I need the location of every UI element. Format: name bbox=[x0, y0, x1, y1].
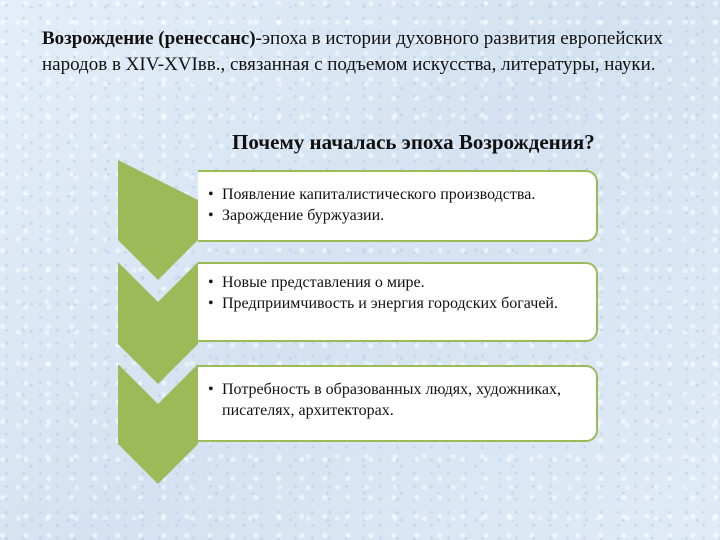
list-item bbox=[208, 205, 588, 226]
list-item bbox=[208, 272, 588, 293]
list-item-text: Новые представления о мире. bbox=[222, 274, 425, 291]
bullet-glyph: • bbox=[208, 186, 214, 203]
intro-text: -эпоха в истории духовного развития европейских народов в XIV-XVIвв., связанная с подъемом искусства, литературы, науки. bbox=[42, 28, 663, 75]
intro-term: Возрождение (ренессанс) bbox=[42, 28, 256, 49]
bullet-glyph: • bbox=[208, 381, 214, 398]
list-item bbox=[208, 184, 588, 205]
step-2-box bbox=[198, 262, 598, 342]
list-item bbox=[208, 293, 588, 314]
step-1-box bbox=[198, 170, 598, 242]
bullet-glyph: • bbox=[208, 274, 214, 291]
chevron-step-2 bbox=[118, 262, 198, 384]
bullet-glyph: • bbox=[208, 295, 214, 312]
question-heading: Почему началась эпоха Возрождения? bbox=[232, 130, 595, 154]
list-item bbox=[208, 379, 588, 421]
list-item-text: Предприимчивость и энергия городских богачей. bbox=[222, 295, 558, 312]
bullet-glyph: • bbox=[208, 207, 214, 224]
list-item-text: Потребность в образованных людях, художниках, писателях, архитекторах. bbox=[222, 381, 562, 419]
chevron-step-1 bbox=[118, 160, 198, 280]
list-item-text: Появление капиталистического производства. bbox=[222, 186, 536, 203]
step-3-box bbox=[198, 365, 598, 442]
list-item-text: Зарождение буржуазии. bbox=[222, 207, 385, 224]
